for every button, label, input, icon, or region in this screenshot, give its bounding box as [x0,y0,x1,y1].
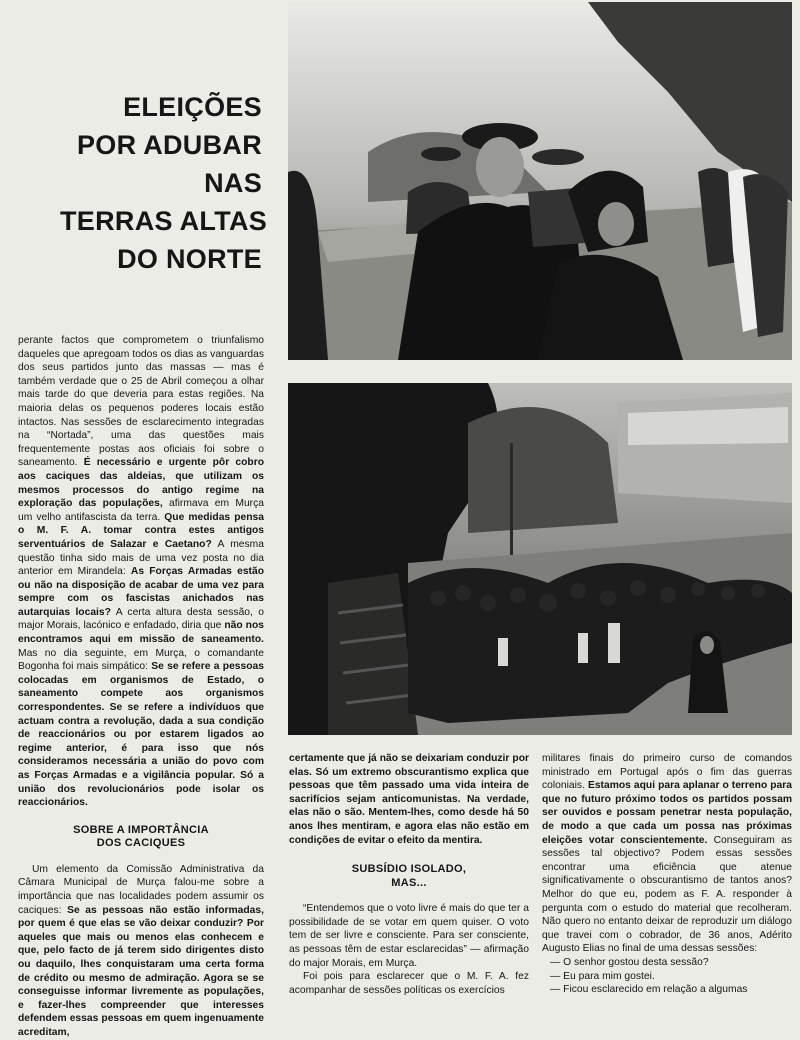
photo-gathering-graphic [288,383,792,735]
photo-village-gathering [288,383,792,735]
text-run-bold: Se as pessoas não estão informadas, por quem é que elas se vão deixar conduzir? Por aqueles que mais ou menos elas conhecem e que, pelo facto de já terem sido dirigentes disto ou daquilo, lhes conquistaram uma certa forma de crédito ou mesmo de admiração. Agora se se conseguisse informar livremente as populações, e fazer-lhes compreender que interesses defendem essas pessoas em quem ingenuamente acreditam, [18,904,264,1038]
article-headline [60,88,268,278]
text-run: afirmava em Murça um velho antifascista da terra. [18,498,264,523]
text-run-bold: certamente que já não se deixariam conduzir por elas. Só um extremo obscurantismo explica que pessoas que têm passado uma vida inteira de sacrifícios sejam anticomunistas. Na verdade, elas não o são. Mentem-lhes, como desde há 50 anos lhes mentiram, e agora elas não estão em condições de evitar o efeito da mentira. [289,753,529,846]
dialogue-line: — Eu para mim gostei. [550,970,655,982]
text-run-bold: As Forças Armadas estão ou não na disposição de acabar de uma vez para sempre com os fascistas anichados nas autarquias locais? [18,566,264,618]
text-run-bold: Que medidas pensa o M. F. A. tomar contra estes antigos serventuários de Salazar e Caetano? [18,511,264,550]
text-run-bold: Estamos aqui para aplanar o terreno para que no futuro próximo todos os partidos possam ser ouvidos e possam penetrar nesta população, de modo a que cada um possa nas próximas eleições votar conscientemente. [542,780,792,846]
text-run: perante factos que comprometem o triunfalismo daqueles que apregoam todos os dias as vanguardas dos seus partidos junto das massas — mas é também verdade que o 25 de Abril começou a olhar mais tarde do que deveria para estas regiões. Na maioria delas os pequenos poderes locais estão intactos. Nas sessões de esclarecimento integradas na “Nortada”, uma das questões mais frequentemente postas aos oficiais foi sobre o saneamento. [18,335,264,469]
paragraph [542,752,792,956]
paragraph [289,902,529,970]
text-run: Foi pois para esclarecer que o M. F. A. fez acompanhar de sessões políticas os exercícios [289,971,529,996]
text-run: Mas no dia seguinte, em Murça, o comandante Bogonha foi mais simpático: [18,647,264,673]
section-heading [289,863,529,890]
paragraph [289,752,529,847]
headline-line: NAS [204,168,262,198]
section-heading [18,824,264,851]
headline-line: TERRAS ALTAS [60,206,268,236]
text-run: A mesma questão tinha sido mais de uma vez posta no dia anterior em Mirandela: [18,538,264,578]
section-heading-line: MAS... [391,876,427,889]
article-column-3 [542,752,792,997]
section-heading-line: SUBSÍDIO ISOLADO, [351,863,467,876]
text-run: Conseguiram as sessões tal objectivo? Podem essas sessões encontrar uma eficiência que atenue significativamente o obscurantismo de tantos anos? Melhor do que eu, podem as F. A. responder à pergunta com o estudo do material que recolheram. Não quero no entanto deixar de reproduzir um diálogo que travei com o cobrador, de 36 anos, Adérito Augusto Elias no final de uma dessas sessões: [542,834,792,955]
paragraph [18,863,264,1040]
text-run-bold: Se se refere a pessoas colocadas em organismos de Estado, o saneamento compete aos organismos correspondentes. Se se refere a indivíduos que actuam contra a revolução, dada a sua condição de reaccionários ou por estarem ligados ao regime anterior, é para isso que nós consideramos necessária a união do povo com as Forças Armadas e a vigilância popular. Só a união dos revolucionários pode isolar os reaccionários. [18,661,264,809]
headline-line: DO NORTE [117,244,262,274]
section-heading-line: SOBRE A IMPORTÂNCIA [73,823,209,836]
dialogue-line: — O senhor gostou desta sessão? [550,956,709,968]
text-run-bold: É necessário e urgente pôr cobro aos caciques das aldeias, que utilizam os mesmos processos do antigo regime na exploração das populações, [18,457,264,510]
paragraph [289,970,529,997]
text-run: militares finais do primeiro curso de comandos ministrado em Portugal após o fim das guerras coloniais. [542,753,792,792]
headline-line: POR ADUBAR [77,130,262,160]
text-run: “Entendemos que o voto livre é mais do que ter a possibilidade de se votar em quem quiser. O voto tem de ser livre e consciente. Para ser consciente, as pessoas têm de estar esclarecidas” — afirmação do major Morais, em Murça. [289,903,529,969]
article-column-2 [289,752,529,997]
section-heading-line: DOS CACIQUES [96,837,186,850]
dialogue-line: — Ficou esclarecido em relação a algumas [550,984,748,996]
text-run: A certa altura desta sessão, o major Morais, lacónico e enfadado, diria que [18,606,264,632]
article-column-1 [18,334,264,1040]
photo-villagers-foreground [288,2,792,360]
headline-line: ELEIÇÕES [123,92,262,122]
text-run-bold: não nos encontramos aqui em missão de saneamento. [18,620,264,646]
text-run: Um elemento da Comissão Administrativa da Câmara Municipal de Murça falou-me sobre a importância que nas localidades podem assumir os caciques: [18,863,264,916]
paragraph [18,334,264,810]
photo-villagers-graphic [288,2,792,360]
